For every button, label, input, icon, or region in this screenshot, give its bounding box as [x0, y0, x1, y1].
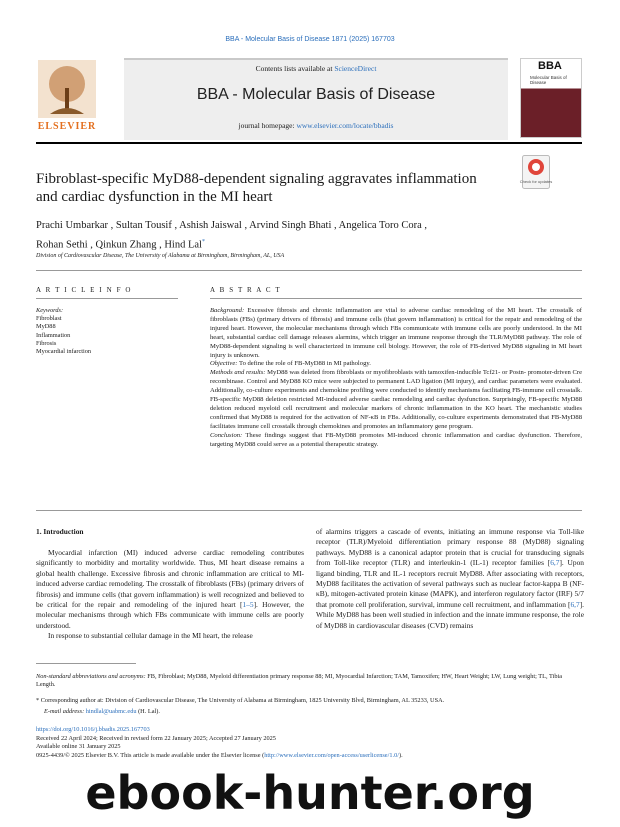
homepage-prefix: journal homepage: — [238, 121, 297, 130]
contents-line — [124, 64, 508, 73]
email-link[interactable]: hindlal@uabmc.edu — [85, 708, 137, 715]
keywords-label: Keywords: — [36, 307, 64, 314]
intro-text: of alarmins triggers a cascade of events, initiating an immune response via Toll-like receptor (TLR)/Myeloid differentiation primary response 88 (MyD88) signaling pathways. MyD88 is a canonical adaptor protein that is crucial for transducing signals from Toll-like receptor (TLR) and interleukin-1 (IL-1) receptor families [ — [316, 527, 584, 568]
email-footnote — [36, 708, 590, 716]
sciencedirect-link[interactable]: ScienceDirect — [334, 64, 377, 73]
abstract-background — [210, 307, 582, 360]
citation-link[interactable]: 6,7 — [570, 599, 580, 609]
corresponding-footnote: * Corresponding author at: Division of Cardiovascular Disease, The University of Alabama at Birmingham, 1825 University Blvd, Birmingham, AL 35233, USA. — [36, 697, 445, 704]
check-badge-label: Check for updates — [519, 179, 553, 184]
intro-text: ]. While MyD88 has been well studied in infection and the innate immune response, the role of MyD88 in cardiovascular diseases (CVD) remains — [316, 599, 584, 630]
license-text: 0925-4439/© 2025 Elsevier B.V. This article is made available under the Elsevier license ( — [36, 751, 265, 759]
abstract-conclusion — [210, 432, 582, 450]
body-rule — [36, 510, 582, 511]
intro-paragraph — [316, 527, 584, 631]
journal-homepage-link[interactable]: www.elsevier.com/locate/bbadis — [296, 121, 394, 130]
body-column-left — [36, 548, 304, 642]
footnote-rule — [36, 663, 136, 664]
abbrev-text: FB, Fibroblast; MyD88, Myeloid differentiation primary response 88; MI, Myocardial Infarction; TAM, Tamoxifen; HW, Heart Weight; LW, Lung weight; TL, Tibia Length. — [36, 673, 563, 688]
authors-line-1: Prachi Umbarkar , Sultan Tousif , Ashish Jaiswal , Arvind Singh Bhati , Angelica Toro Cora , — [36, 220, 427, 231]
methods-text: MyD88 was deleted from fibroblasts or myofibroblasts with tamoxifen-inducible Tcf21- or Postn- promoter-driven Cre recombinase. Control and MyD88 KO mice were subjected to permanent LAD ligation (MI injury), and cardiac parameters were evaluated. Additionally, co-culture experiments and chemokine profiling were conducted to identify mechanisms facilitating FB-immune cell crosstalk. FB-specific MyD88 deletion restricted MI-induced adverse cardiac remodeling and cardiac dysfunction. Surprisingly, FB-specific MyD88 deletion reduced myeloid cell recruitment and molecular markers of chronic inflammation in the KO heart. The mechanistic studies confirmed that MyD88 is required for the activation of NF-κB in FBs. Additionally, co-culture experiments demonstrated that FB-MyD88 facilitates immune cell crosstalk through chemokines and promotes an inflammatory gene program. — [210, 369, 582, 430]
keyword-item: Inflammation — [36, 331, 71, 339]
license-line — [36, 752, 403, 761]
elsevier-wordmark: ELSEVIER — [37, 121, 97, 132]
running-header: BBA - Molecular Basis of Disease 1871 (2025) 167703 — [225, 36, 395, 43]
conclusion-text: These findings suggest that FB-MyD88 promotes MI-induced chronic inflammation and cardiac dysfunction. Therefore, targeting MyD88 could serve as a potential therapeutic strategy. — [210, 431, 582, 448]
license-link[interactable]: http://www.elsevier.com/open-access/userlicense/1.0/ — [264, 751, 399, 759]
author-list — [36, 218, 556, 254]
abstract-rule — [210, 298, 582, 299]
background-text: Excessive fibrosis and chronic inflammation are vital to adverse cardiac remodeling of the MI heart. The crosstalk of fibroblasts (FBs) (primary drivers of fibrosis) and immune cells (that govern inflammation) is critical for the repair and remodeling of the injured heart. However, the molecular mechanisms through which FBs communicate with immune cells are poorly understood. In the MI heart, substantial cardiac cell damage releases alarmins, which trigger an immune response through the TLR/MyD88 pathway. The role of MyD88-dependent signaling is well characterized in immune cell biology. However, the role of FB-derived MyD88 signaling in MI heart injury is unknown. — [210, 307, 582, 359]
section-rule — [36, 270, 582, 271]
homepage-line — [124, 121, 508, 130]
doi-link[interactable]: https://doi.org/10.1016/j.bbadis.2025.167703 — [36, 726, 150, 733]
intro-text: ]. Upon ligand binding, TLR and IL-1 receptors recruit MyD88. After associating with receptors, MyD88 facilitates the activation of several pathways such as nuclear factor-kappa B (NF-κB), mitogen-activated protein kinase (MAPK), and interferon regulatory factor (IRF) 5/7 that promote cell proliferation, survival, immune cell recruitment, and inflammation [ — [316, 558, 584, 609]
abstract-body — [210, 307, 582, 450]
intro-text: Myocardial infarction (MI) induced adverse cardiac remodeling contributes significantly to morbidity and mortality worldwide. Thus, MI heart disease remains a global health challenge. Excessive fibrosis and chronic inflammation are critical to MI-induced adverse cardiac remodeling. The crosstalk of fibroblasts (FBs) (primary drivers of fibrosis) and immune cells (that govern inflammation) is well recognized and believed to be critical for the repair and remodeling of the injured heart [ — [36, 548, 304, 610]
methods-label: Methods and results: — [210, 369, 266, 377]
intro-paragraph: In response to substantial cellular damage in the MI heart, the release — [48, 631, 253, 641]
affiliation: Division of Cardiovascular Disease, The University of Alabama at Birmingham, Birmingham, AL, USA — [36, 253, 285, 259]
check-for-updates-icon[interactable] — [519, 155, 553, 189]
corresponding-mark[interactable]: * — [201, 239, 205, 245]
conclusion-label: Conclusion: — [210, 431, 243, 439]
keyword-item: Myocardial infarction — [36, 348, 92, 356]
publication-info — [36, 726, 403, 760]
available-online: Available online 31 January 2025 — [36, 743, 121, 751]
cover-title: BBA — [538, 60, 562, 72]
email-label: E-mail address: — [44, 708, 85, 715]
email-suffix: (H. Lal). — [136, 708, 160, 715]
keywords-block — [36, 307, 91, 356]
abbreviations-footnote — [36, 673, 582, 689]
keyword-item: Fibroblast — [36, 315, 62, 323]
intro-paragraph — [36, 548, 304, 631]
license-text: ). — [398, 751, 403, 759]
keyword-item: Fibrosis — [36, 339, 57, 347]
cover-subtitle: Molecular Basis of Disease — [530, 75, 567, 85]
abbrev-label: Non-standard abbreviations and acronyms: — [36, 673, 146, 680]
abstract-objective — [210, 360, 582, 369]
article-info-rule — [36, 298, 178, 299]
journal-name: BBA - Molecular Basis of Disease — [196, 86, 436, 103]
authors-line-2-text: Rohan Sethi , Qinkun Zhang , Hind Lal — [36, 239, 202, 251]
article-title: Fibroblast-specific MyD88-dependent signaling aggravates inflammation and cardiac dysfunction in the MI heart — [36, 171, 477, 205]
intro-text: ]. However, the molecular mechanisms through which FBs communicate with immune cells are poorly understood. — [36, 600, 305, 630]
background-label: Background: — [210, 307, 245, 314]
authors-line-2 — [36, 234, 556, 254]
citation-link[interactable]: 1–5 — [242, 600, 254, 610]
received-dates: Received 22 April 2024; Received in revised form 22 January 2025; Accepted 27 January 2025 — [36, 734, 276, 742]
article-info-heading: A R T I C L E I N F O — [36, 286, 133, 294]
masthead-rule — [36, 142, 582, 144]
watermark: ebook-hunter.org — [85, 766, 535, 820]
objective-label: Objective: — [210, 360, 238, 368]
abstract-heading: A B S T R A C T — [210, 286, 282, 294]
citation-link[interactable]: 6,7 — [550, 558, 560, 568]
body-column-right — [316, 527, 584, 631]
keyword-item: MyD88 — [36, 323, 56, 331]
contents-prefix: Contents lists available at — [255, 64, 335, 73]
abstract-methods — [210, 369, 582, 431]
introduction-heading: 1. Introduction — [36, 527, 84, 536]
objective-text: To define the role of FB-MyD88 in MI pathology. — [237, 360, 371, 368]
